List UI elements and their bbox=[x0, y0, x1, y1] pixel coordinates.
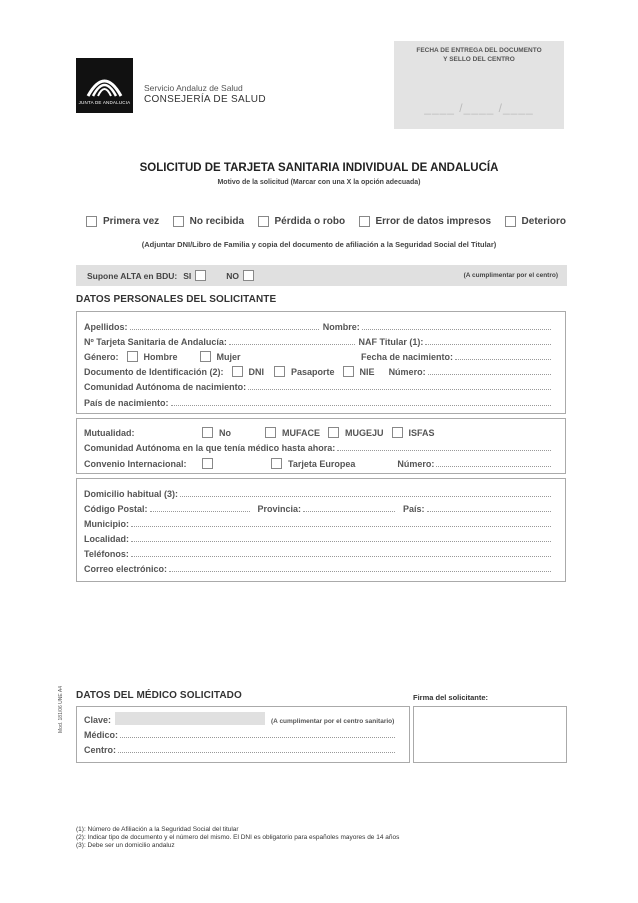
model-code: Mod. 181/06 UNE A4 bbox=[58, 686, 64, 733]
row-telefonos: Teléfonos: bbox=[84, 545, 555, 559]
domicilio-field[interactable] bbox=[180, 496, 551, 497]
stamp-date: ____ /____ /____ bbox=[424, 101, 534, 115]
row-apellidos: Apellidos: Nombre: bbox=[84, 318, 555, 332]
checkbox[interactable] bbox=[173, 216, 184, 227]
bdu-si-checkbox[interactable] bbox=[195, 270, 206, 281]
telefonos-field[interactable] bbox=[131, 556, 551, 557]
mujer-checkbox[interactable] bbox=[200, 351, 211, 362]
localidad-field[interactable] bbox=[131, 541, 551, 542]
medico-field[interactable] bbox=[120, 737, 395, 738]
motivo-primera-vez[interactable]: Primera vez bbox=[86, 216, 159, 227]
bdu-note: (A cumplimentar por el centro) bbox=[463, 272, 558, 279]
row-codigo-postal: Código Postal: Provincia: País: bbox=[84, 500, 555, 514]
comunidad-nacimiento-field[interactable] bbox=[248, 389, 551, 390]
stamp-title: FECHA DE ENTREGA DEL DOCUMENTO Y SELLO DEL CENTRO bbox=[416, 47, 542, 63]
codigo-postal-field[interactable] bbox=[150, 511, 250, 512]
row-comunidad-medico: Comunidad Autónoma en la que tenía médico hasta ahora: bbox=[84, 439, 555, 453]
centro-field[interactable] bbox=[118, 752, 395, 753]
bdu-bar: Supone ALTA en BDU: SI NO (A cumplimentar por el centro) bbox=[76, 265, 567, 286]
form-subtitle: Motivo de la solicitud (Marcar con una X la opción adecuada) bbox=[217, 179, 421, 186]
row-documento: Documento de Identificación (2): DNI Pasaporte NIE Número: bbox=[84, 363, 555, 377]
row-localidad: Localidad: bbox=[84, 530, 555, 544]
tarjeta-europea-checkbox[interactable] bbox=[271, 458, 282, 469]
checkbox[interactable] bbox=[258, 216, 269, 227]
apellidos-field[interactable] bbox=[130, 329, 319, 330]
row-mutualidad: Mutualidad: No MUFACE MUGEJU ISFAS bbox=[84, 428, 435, 438]
section-datos-personales: DATOS PERSONALES DEL SOLICITANTE bbox=[76, 294, 277, 305]
domicilio-box bbox=[76, 478, 566, 582]
isfas-checkbox[interactable] bbox=[392, 427, 403, 438]
fecha-nacimiento-field[interactable] bbox=[455, 359, 551, 360]
firma-box[interactable] bbox=[413, 706, 567, 763]
footnote-1: (1): Número de Afiliación a la Seguridad Social del titular bbox=[76, 826, 239, 833]
medico-box bbox=[76, 706, 410, 763]
clave-field[interactable] bbox=[115, 712, 265, 725]
motivo-no-recibida[interactable]: No recibida bbox=[173, 216, 244, 227]
muface-checkbox[interactable] bbox=[265, 427, 276, 438]
row-medico: Médico: bbox=[84, 726, 399, 740]
mutualidad-no-checkbox[interactable] bbox=[202, 427, 213, 438]
logo-arch-icon bbox=[76, 58, 133, 102]
row-genero: Género: Hombre Mujer Fecha de nacimiento: bbox=[84, 348, 555, 362]
row-correo: Correo electrónico: bbox=[84, 560, 555, 574]
row-municipio: Municipio: bbox=[84, 515, 555, 529]
bdu-no-checkbox[interactable] bbox=[243, 270, 254, 281]
row-ntsa: Nº Tarjeta Sanitaria de Andalucía: NAF Titular (1): bbox=[84, 333, 555, 347]
naf-field[interactable] bbox=[425, 344, 551, 345]
row-domicilio: Domicilio habitual (3): bbox=[84, 485, 555, 499]
nie-checkbox[interactable] bbox=[343, 366, 354, 377]
correo-field[interactable] bbox=[169, 571, 551, 572]
provincia-field[interactable] bbox=[303, 511, 395, 512]
documento-numero-field[interactable] bbox=[428, 374, 551, 375]
convenio-checkbox[interactable] bbox=[202, 458, 213, 469]
section-medico: DATOS DEL MÉDICO SOLICITADO bbox=[76, 690, 242, 701]
mugeju-checkbox[interactable] bbox=[328, 427, 339, 438]
checkbox[interactable] bbox=[359, 216, 370, 227]
motivo-perdida[interactable]: Pérdida o robo bbox=[258, 216, 346, 227]
service-name: Servicio Andaluz de Salud bbox=[144, 83, 243, 93]
junta-logo bbox=[76, 58, 133, 113]
stamp-box[interactable] bbox=[394, 41, 564, 129]
checkbox[interactable] bbox=[505, 216, 516, 227]
firma-label: Firma del solicitante: bbox=[413, 693, 489, 702]
row-pais-nacimiento: País de nacimiento: bbox=[84, 394, 555, 408]
mutualidad-box bbox=[76, 418, 566, 474]
footnote-2: (2): Indicar tipo de documento y el número del mismo. El DNI es obligatorio para españoles mayores de 14 años bbox=[76, 834, 400, 841]
personal-data-box bbox=[76, 311, 566, 414]
dni-checkbox[interactable] bbox=[232, 366, 243, 377]
pasaporte-checkbox[interactable] bbox=[274, 366, 285, 377]
bdu-label: Supone ALTA en BDU: bbox=[87, 270, 178, 281]
checkbox[interactable] bbox=[86, 216, 97, 227]
attach-note: (Adjuntar DNI/Libro de Familia y copia del documento de afiliación a la Seguridad Social del Titular) bbox=[141, 240, 497, 249]
pais-field[interactable] bbox=[427, 511, 551, 512]
row-centro: Centro: bbox=[84, 741, 399, 755]
comunidad-medico-field[interactable] bbox=[337, 450, 551, 451]
footnote-3: (3): Debe ser un domicilio andaluz bbox=[76, 842, 175, 849]
nombre-field[interactable] bbox=[362, 329, 551, 330]
row-clave: Clave: (A cumplimentar por el centro sanitario) bbox=[84, 711, 399, 725]
motivo-error-datos[interactable]: Error de datos impresos bbox=[359, 216, 492, 227]
logo-text: JUNTA DE ANDALUCIA bbox=[78, 100, 131, 105]
municipio-field[interactable] bbox=[131, 526, 551, 527]
hombre-checkbox[interactable] bbox=[127, 351, 138, 362]
department-name: CONSEJERÍA DE SALUD bbox=[144, 94, 266, 105]
motivo-deterioro[interactable]: Deterioro bbox=[505, 216, 566, 227]
pais-nacimiento-field[interactable] bbox=[171, 405, 551, 406]
ntsa-field[interactable] bbox=[229, 344, 355, 345]
form-title: SOLICITUD DE TARJETA SANITARIA INDIVIDUAL DE ANDALUCÍA bbox=[139, 162, 499, 174]
row-convenio: Convenio Internacional: Tarjeta Europea Número: bbox=[84, 455, 555, 469]
convenio-numero-field[interactable] bbox=[436, 466, 551, 467]
row-comunidad-nacimiento: Comunidad Autónoma de nacimiento: bbox=[84, 378, 555, 392]
motivo-options bbox=[86, 216, 566, 227]
